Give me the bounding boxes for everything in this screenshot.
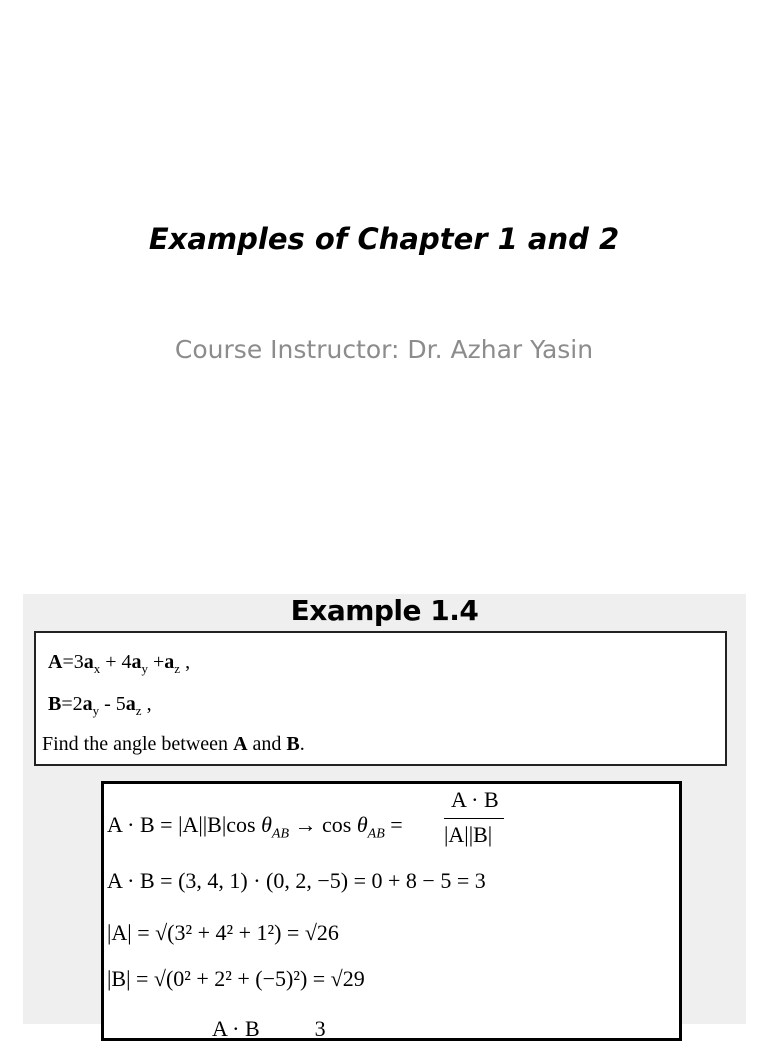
- example-heading: Example 1.4: [290, 594, 479, 627]
- example-slide: [23, 594, 746, 1041]
- fraction-bar: [444, 818, 504, 819]
- vector-a-definition: $A=3a_x + 4a_y +a_z$ ,: [48, 651, 191, 676]
- solution-eq-3: |A| = √(3² + 4² + 1²) = √26: [107, 920, 339, 945]
- solution-eq-5: A · B 3: [212, 1016, 326, 1041]
- solution-eq-4: |B| = √(0² + 2² + (−5)²) = √29: [107, 966, 365, 991]
- solution-eq-2: A · B = (3, 4, 1) · (0, 2, −5) = 0 + 8 − 5 = 3: [107, 868, 486, 893]
- slide-subtitle: Course Instructor: Dr. Azhar Yasin: [174, 335, 594, 364]
- problem-statement-box: [34, 631, 727, 766]
- fraction-numerator: A · B: [451, 787, 499, 812]
- solution-box: [101, 781, 682, 1041]
- solution-eq-1: A · B = |A||B|cos $\theta_{AB} \to \cos \theta_{AB}$ =: [107, 812, 403, 842]
- fraction-denominator: |A||B|: [444, 822, 493, 847]
- vector-b-definition: $B=2a_y - 5a_z$ ,: [48, 693, 152, 718]
- problem-task: Find the angle between A and B.: [42, 733, 305, 755]
- slide-title: Examples of Chapter 1 and 2: [148, 222, 620, 256]
